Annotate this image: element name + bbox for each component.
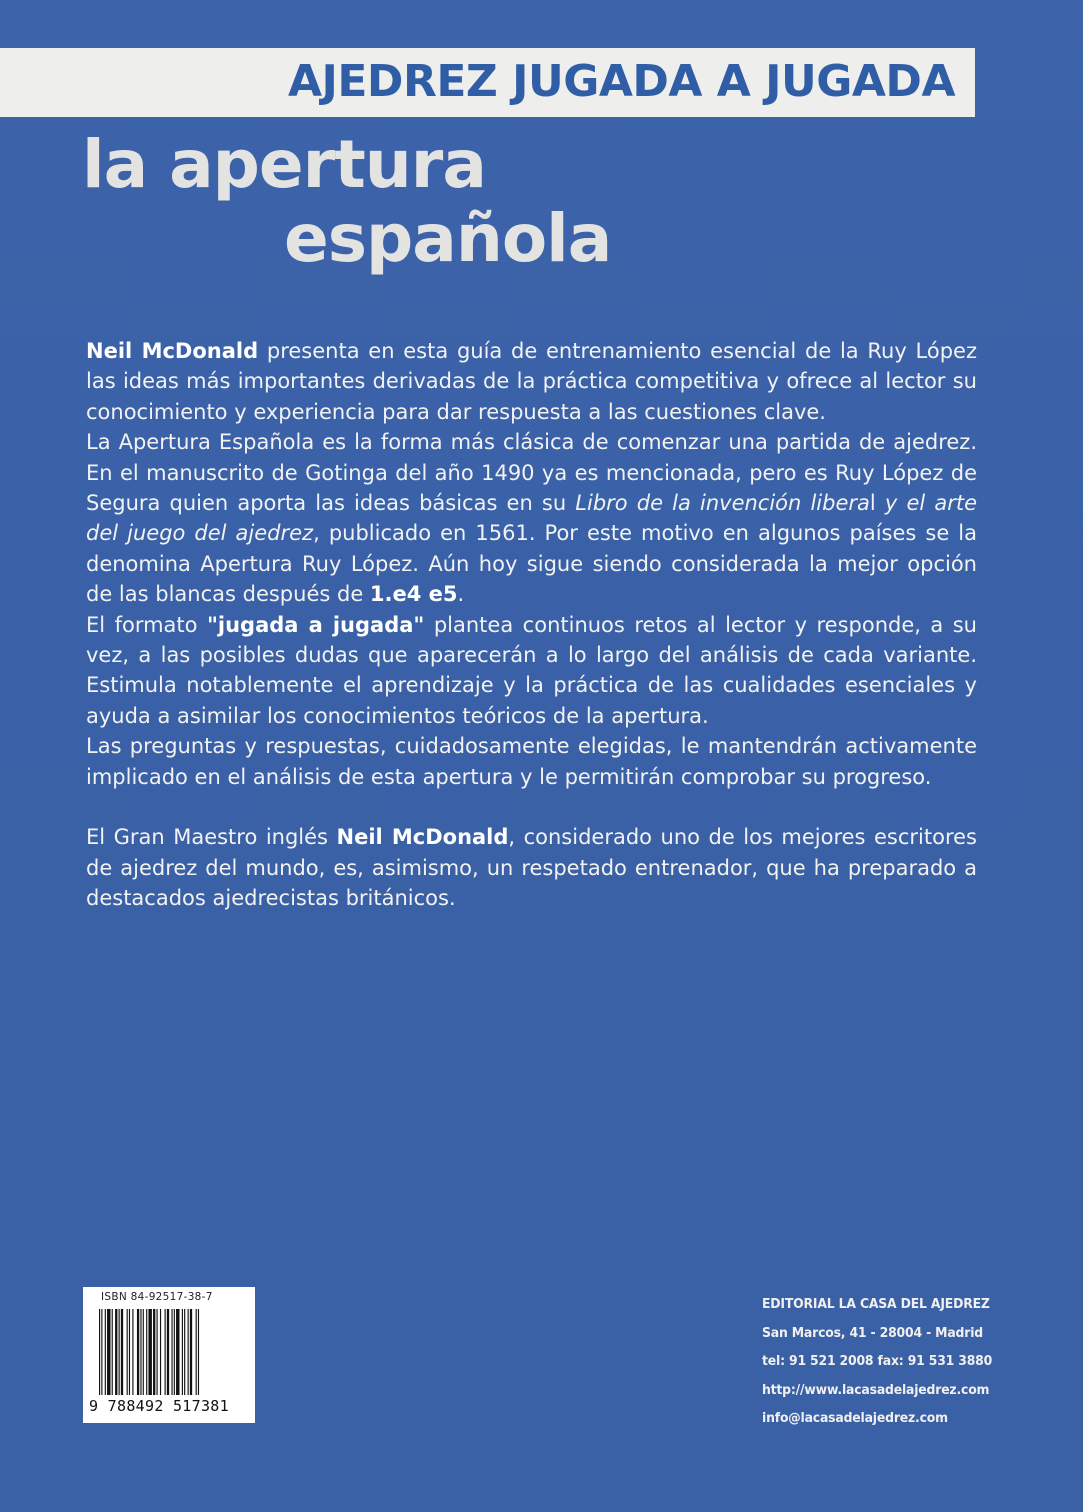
blurb-paragraph-intro [86, 336, 977, 427]
chess-move: 1.e4 e5 [369, 582, 458, 607]
publisher-email: info@lacasadelajedrez.com [762, 1410, 948, 1427]
book-title [82, 128, 611, 276]
publisher-name: EDITORIAL LA CASA DEL AJEDREZ [762, 1296, 990, 1312]
barcode-bar [132, 1309, 133, 1395]
barcode-bar [188, 1309, 189, 1395]
barcode-bar [160, 1309, 161, 1395]
publisher-info [762, 1290, 1012, 1433]
blurb-text: La Apertura Española es la forma más clásica de comenzar una partida de ajedrez. En el manuscrito de Gotinga del año 1490 ya es mencionada, pero es Ruy López de Segura quien aporta las ideas básicas en su [86, 430, 977, 516]
barcode-bar [190, 1309, 192, 1395]
ean-digits: 9 788492 517381 [89, 1397, 229, 1415]
publisher-web: http://www.lacasadelajedrez.com [762, 1381, 990, 1398]
blurb-paragraph-history [86, 427, 977, 609]
book-reference: Libro de la invención libera [575, 491, 870, 516]
author-name: Neil McDonald [86, 339, 259, 363]
barcode-bar [182, 1309, 183, 1395]
barcode-bar [119, 1309, 120, 1395]
barcode-bar [127, 1309, 128, 1395]
barcode-bar [157, 1309, 158, 1395]
barcode-bar [140, 1309, 141, 1395]
blurb-paragraph-questions: Las preguntas y respuestas, cuidadosamente elegidas, le mantendrán activamente implicado en el análisis de esta apertura y le permitirán comprobar su progreso. [86, 734, 977, 789]
barcode-bar [198, 1309, 199, 1395]
blurb-text: . [457, 582, 465, 607]
blurb-paragraph-format [86, 610, 977, 732]
barcode-bar [171, 1309, 172, 1395]
paragraph-gap [86, 792, 977, 822]
book-title-line2: española [284, 200, 612, 277]
author-name: Neil McDonald [336, 825, 509, 850]
publisher-phone: tel: 91 521 2008 fax: 91 531 3880 [762, 1353, 993, 1370]
barcode-bar [112, 1309, 113, 1395]
barcode-bar [146, 1309, 147, 1395]
barcode-box [83, 1287, 255, 1423]
format-name: "jugada a jugada" [206, 612, 425, 637]
publisher-address: San Marcos, 41 - 28004 - Madrid [762, 1324, 983, 1341]
book-title-line1: la apertura [82, 126, 486, 203]
barcode-bar [115, 1309, 117, 1395]
barcode-bar [165, 1309, 166, 1395]
blurb-paragraph-author [86, 822, 977, 913]
barcode-bar [121, 1309, 123, 1395]
blurb-text: l [869, 491, 876, 516]
barcode-icon [99, 1309, 249, 1395]
barcode-bar [143, 1309, 144, 1395]
barcode-bar [107, 1309, 110, 1395]
barcode-bar [153, 1309, 155, 1395]
barcode-bar [137, 1309, 139, 1395]
isbn-label: ISBN 84-92517-38-7 [101, 1291, 213, 1303]
series-title: AJEDREZ JUGADA A JUGADA [287, 56, 955, 107]
barcode-bar [105, 1309, 106, 1395]
blurb-text: presenta en esta guía de entrenamiento esencial de la Ruy López las ideas más importantes derivadas de la práctica competitiva y ofrece al lector su conocimiento y experiencia para dar respuesta a las cuestiones clave. [86, 339, 977, 424]
blurb-text: , publicado en 1561. Por este motivo en algunos países se la denomina Apertura Ruy López. Aún hoy sigue siendo considerada la mejor opción de las blancas después de [86, 521, 977, 607]
barcode-bar [99, 1309, 100, 1395]
barcode-bar [167, 1309, 169, 1395]
barcode-bar [184, 1309, 185, 1395]
blurb-text: El Gran Maestro inglés [86, 825, 337, 850]
book-reference: y el arte del juego del ajedrez [86, 491, 977, 546]
series-banner [0, 48, 975, 117]
blurb [86, 336, 977, 913]
barcode-bar [148, 1309, 151, 1395]
blurb-text: , considerado uno de los mejores escritores de ajedrez del mundo, es, asimismo, un respetado entrenador, que ha preparado a destacados ajedrecistas británicos. [86, 825, 977, 910]
blurb-text: plantea continuos retos al lector y responde, a su vez, a las posibles dudas que aparecerán a lo largo del análisis de cada variante. Estimula notablemente el aprendizaje y la práctica de las cualidades esenciales y ayuda a asimilar los conocimientos teóricos de la apertura. [86, 612, 977, 728]
barcode-bar [196, 1309, 197, 1395]
barcode-bar [174, 1309, 175, 1395]
barcode-bar [129, 1309, 130, 1395]
barcode-bar [101, 1309, 102, 1395]
blurb-text: El formato [86, 612, 207, 637]
barcode-bar [176, 1309, 179, 1395]
